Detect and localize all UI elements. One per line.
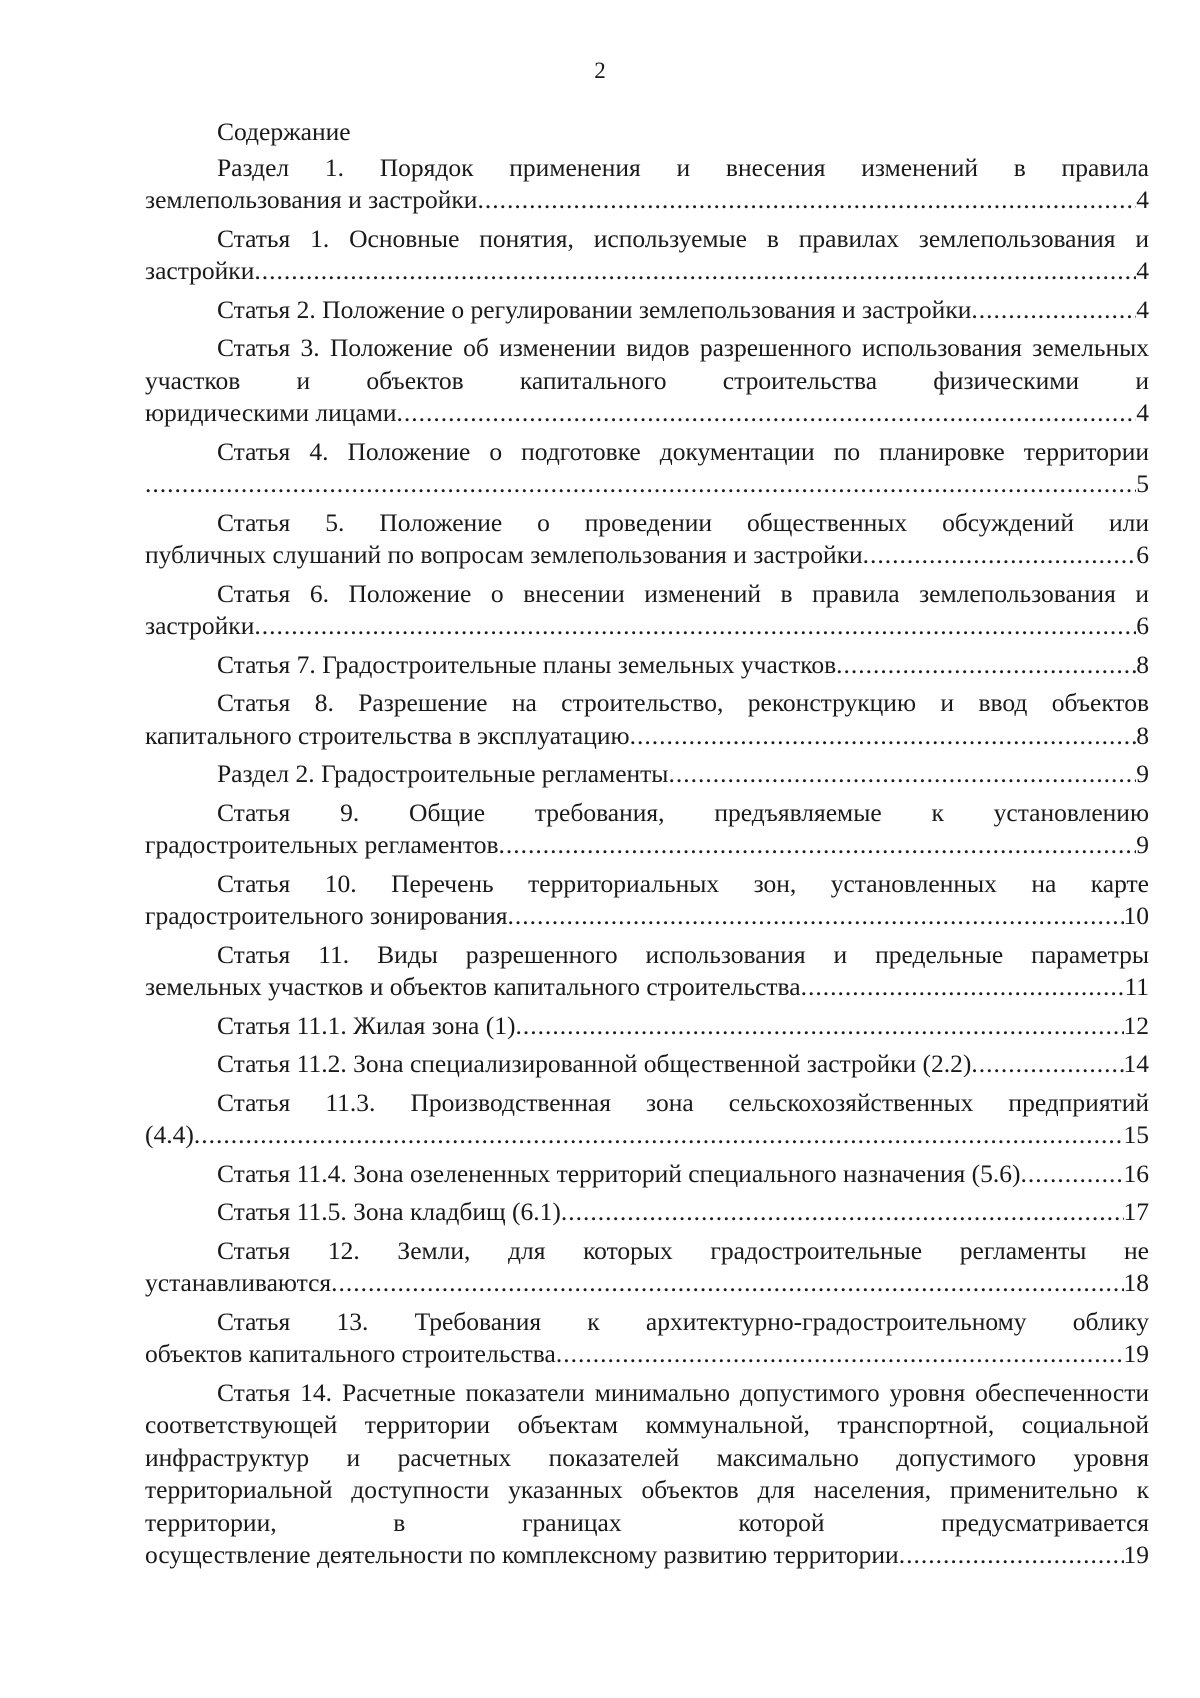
toc-entry[interactable] [145,1158,1149,1191]
toc-entry-last-line [145,1010,1149,1043]
toc-entry-line: Статья 10. Перечень территориальных зон, установленных на карте [217,868,1149,898]
toc-entry-title [145,578,1149,611]
toc-page-number: 6 [1136,540,1149,569]
toc-entry[interactable] [145,1377,1149,1572]
toc-entry-title [145,436,1149,469]
toc-entry-title [145,868,1149,901]
toc-dot-leader [396,397,1136,430]
toc-entry-last-line [145,1267,1149,1300]
toc-entry-line: Статья 4. Положение о подготовке документации по планировке территории [217,436,1149,466]
toc-entry[interactable] [145,939,1149,1004]
toc-entry-last-line [145,255,1149,288]
toc-page-number: 8 [1136,720,1149,750]
toc-entry-title [145,1235,1149,1268]
toc-page-number: 14 [1123,1049,1149,1078]
toc-entry[interactable] [145,868,1149,933]
toc-entry-title [145,1306,1149,1339]
toc-entry-last-line [145,649,1149,682]
toc-entry-line: транспортной, социальной инфраструктур и расчетных показателей максимально [145,1410,1149,1472]
toc-entry[interactable] [145,1087,1149,1152]
toc-page-number: 4 [1136,294,1149,324]
toc-entry-line: допустимого уровня территориальной доступности указанных объектов для [145,1442,1150,1504]
toc-entry-line: Статья 14. Расчетные показатели минимально допустимого уровня [217,1377,966,1407]
page-number: 2 [594,58,606,83]
toc-entry-line: населения, применительно к территории, в границах которой предусматривается [145,1475,1150,1537]
toc-entry-text: юридическими лицами [145,398,397,427]
toc-dot-leader [515,1010,1123,1043]
toc-page-number: 4 [1136,256,1149,285]
toc-page-number: 5 [1136,469,1149,498]
toc-entry-last-line [145,1196,1149,1229]
toc-entry-title [145,1377,1149,1540]
toc-dot-leader [971,1048,1123,1081]
toc-entry-line: Статья 6. Положение о внесении изменений в правила землепользования и [217,578,1149,608]
toc-entry-last-line [145,829,1149,862]
toc-entry-line: Статья 11.3. Производственная зона сельскохозяйственных предприятий [217,1087,1149,1117]
toc-page-number: 6 [1136,611,1149,640]
toc-entry[interactable] [145,507,1149,572]
toc-page-number: 15 [1123,1120,1149,1149]
toc-page-number: 18 [1123,1268,1149,1297]
toc-entry-line: Статья 3. Положение об изменении видов разрешенного использования [217,333,1022,362]
toc-dot-leader [899,1539,1124,1572]
toc-entry-text: осуществление деятельности по комплексному развитию территории [145,1540,899,1569]
toc-page-number: 4 [1136,398,1149,427]
toc-dot-leader [254,255,1136,288]
toc-entry-text: капитального строительства в эксплуатацию [145,720,630,750]
toc-entry-title [145,939,1149,972]
toc-entry-last-line [145,1048,1149,1081]
toc-heading: Содержание [217,117,351,146]
toc-entry[interactable] [145,687,1149,752]
toc-entry[interactable] [145,223,1149,288]
toc-entry[interactable] [145,758,1149,791]
toc-entry-last-line [145,610,1149,643]
toc-entry-text: застройки [145,611,255,640]
toc-dot-leader [194,1119,1124,1152]
toc-entry-line: земельных участков и объектов капитального строительства физическими и [145,333,1149,395]
toc-entry[interactable] [145,1306,1149,1371]
toc-entry-text: (4.4) [145,1120,194,1149]
toc-entry[interactable] [145,294,1149,327]
toc-dot-leader [556,1338,1124,1371]
table-of-contents [145,116,1149,1578]
toc-entry-last-line [145,1119,1149,1152]
toc-entry-title [145,152,1149,185]
toc-entry-text: застройки [145,256,255,285]
toc-entry-last-line [145,294,1149,327]
toc-entry-title [145,1087,1149,1120]
toc-entry-text: Статья 7. Градостроительные планы земельных участков [217,649,837,679]
toc-dot-leader [254,610,1136,643]
toc-entry[interactable] [145,1196,1149,1229]
toc-entry-last-line [145,184,1149,217]
toc-entry-title [145,332,1149,397]
toc-entry-text: устанавливаются [145,1268,332,1297]
toc-entry-last-line [145,971,1149,1004]
toc-entry[interactable] [145,1235,1149,1300]
toc-entry-line: Статья 12. Земли, для которых градостроительные регламенты не [217,1235,1149,1265]
toc-page-number: 17 [1123,1197,1149,1226]
toc-entry-last-line [145,468,1149,501]
toc-entry-text: Статья 11.2. Зона специализированной общественной застройки (2.2) [217,1049,972,1078]
toc-dot-leader [836,649,1136,682]
toc-dot-leader [1020,1158,1123,1191]
toc-entry-text: Раздел 2. Градостроительные регламенты [217,759,669,788]
toc-page-number: 4 [1136,185,1149,214]
toc-entry[interactable] [145,436,1149,501]
toc-entry-last-line [145,1539,1149,1572]
toc-dot-leader [801,971,1125,1004]
toc-entries [145,152,1149,1572]
toc-entry-line: Статья 8. Разрешение на строительство, реконструкцию и ввод объектов [217,688,1149,717]
toc-page-number: 16 [1123,1158,1149,1188]
toc-entry-line: Статья 5. Положение о проведении общественных обсуждений или [217,507,1149,537]
toc-entry-last-line [145,397,1149,430]
toc-dot-leader [331,1267,1123,1300]
toc-page-number: 9 [1136,759,1149,788]
toc-entry-line: Статья 13. Требования к архитектурно-градостроительному облику [217,1306,1149,1336]
toc-page-number: 11 [1124,972,1149,1001]
toc-entry[interactable] [145,332,1149,430]
toc-dot-leader [145,468,1136,501]
toc-page-number: 8 [1136,649,1149,679]
toc-entry-title [145,223,1149,256]
toc-page-number: 19 [1123,1540,1149,1569]
toc-entry-text: Статья 11.5. Зона кладбищ (6.1) [217,1197,561,1226]
toc-entry-line: Статья 1. Основные понятия, используемые в правилах землепользования и [217,223,1149,253]
toc-page-number: 9 [1136,830,1149,859]
toc-entry-title [145,797,1149,830]
toc-entry-text: земельных участков и объектов капитального строительства [145,972,801,1001]
toc-dot-leader [971,294,1136,327]
toc-dot-leader [863,539,1137,572]
toc-entry-title [145,507,1149,540]
toc-entry-last-line [145,539,1149,572]
toc-entry-line: Раздел 1. Порядок применения и внесения изменений в правила [217,152,1149,182]
toc-entry-text: градостроительных регламентов [145,830,499,859]
toc-dot-leader [630,720,1137,753]
toc-page-number: 10 [1123,901,1149,930]
toc-dot-leader [668,758,1136,791]
toc-dot-leader [561,1196,1124,1229]
toc-entry-last-line [145,1338,1149,1371]
toc-entry-text: объектов капитального строительства [145,1339,556,1368]
toc-entry[interactable] [145,1048,1149,1081]
toc-dot-leader [507,900,1123,933]
toc-entry[interactable] [145,649,1149,682]
toc-entry-text: градостроительного зонирования [145,901,508,930]
toc-dot-leader [499,829,1137,862]
toc-entry-text: землепользования и застройки [145,185,478,214]
toc-entry-text: Статья 11.1. Жилая зона (1) [217,1010,516,1040]
toc-entry-line: обеспеченности соответствующей территории объектам коммунальной, [145,1377,1150,1439]
toc-page-number: 19 [1123,1339,1149,1368]
toc-entry-last-line [145,900,1149,933]
toc-entry-last-line [145,720,1149,753]
toc-entry-line: Статья 11. Виды разрешенного использования и предельные параметры [217,939,1149,969]
toc-entry[interactable] [145,578,1149,643]
toc-entry[interactable] [145,797,1149,862]
toc-entry-text: Статья 2. Положение о регулировании землепользования и застройки [217,294,972,324]
toc-dot-leader [477,184,1136,217]
toc-entry-last-line [145,758,1149,791]
toc-entry[interactable] [145,152,1149,217]
toc-entry-line: Статья 9. Общие требования, предъявляемые к установлению [217,797,1149,827]
toc-entry-text: Статья 11.4. Зона озелененных территорий специального назначения (5.6) [217,1158,1021,1188]
toc-entry-text: публичных слушаний по вопросам землепользования и застройки [145,540,863,569]
toc-entry-last-line [145,1158,1149,1191]
toc-entry-title [145,687,1149,720]
toc-entry[interactable] [145,1010,1149,1043]
toc-page-number: 12 [1123,1010,1149,1040]
